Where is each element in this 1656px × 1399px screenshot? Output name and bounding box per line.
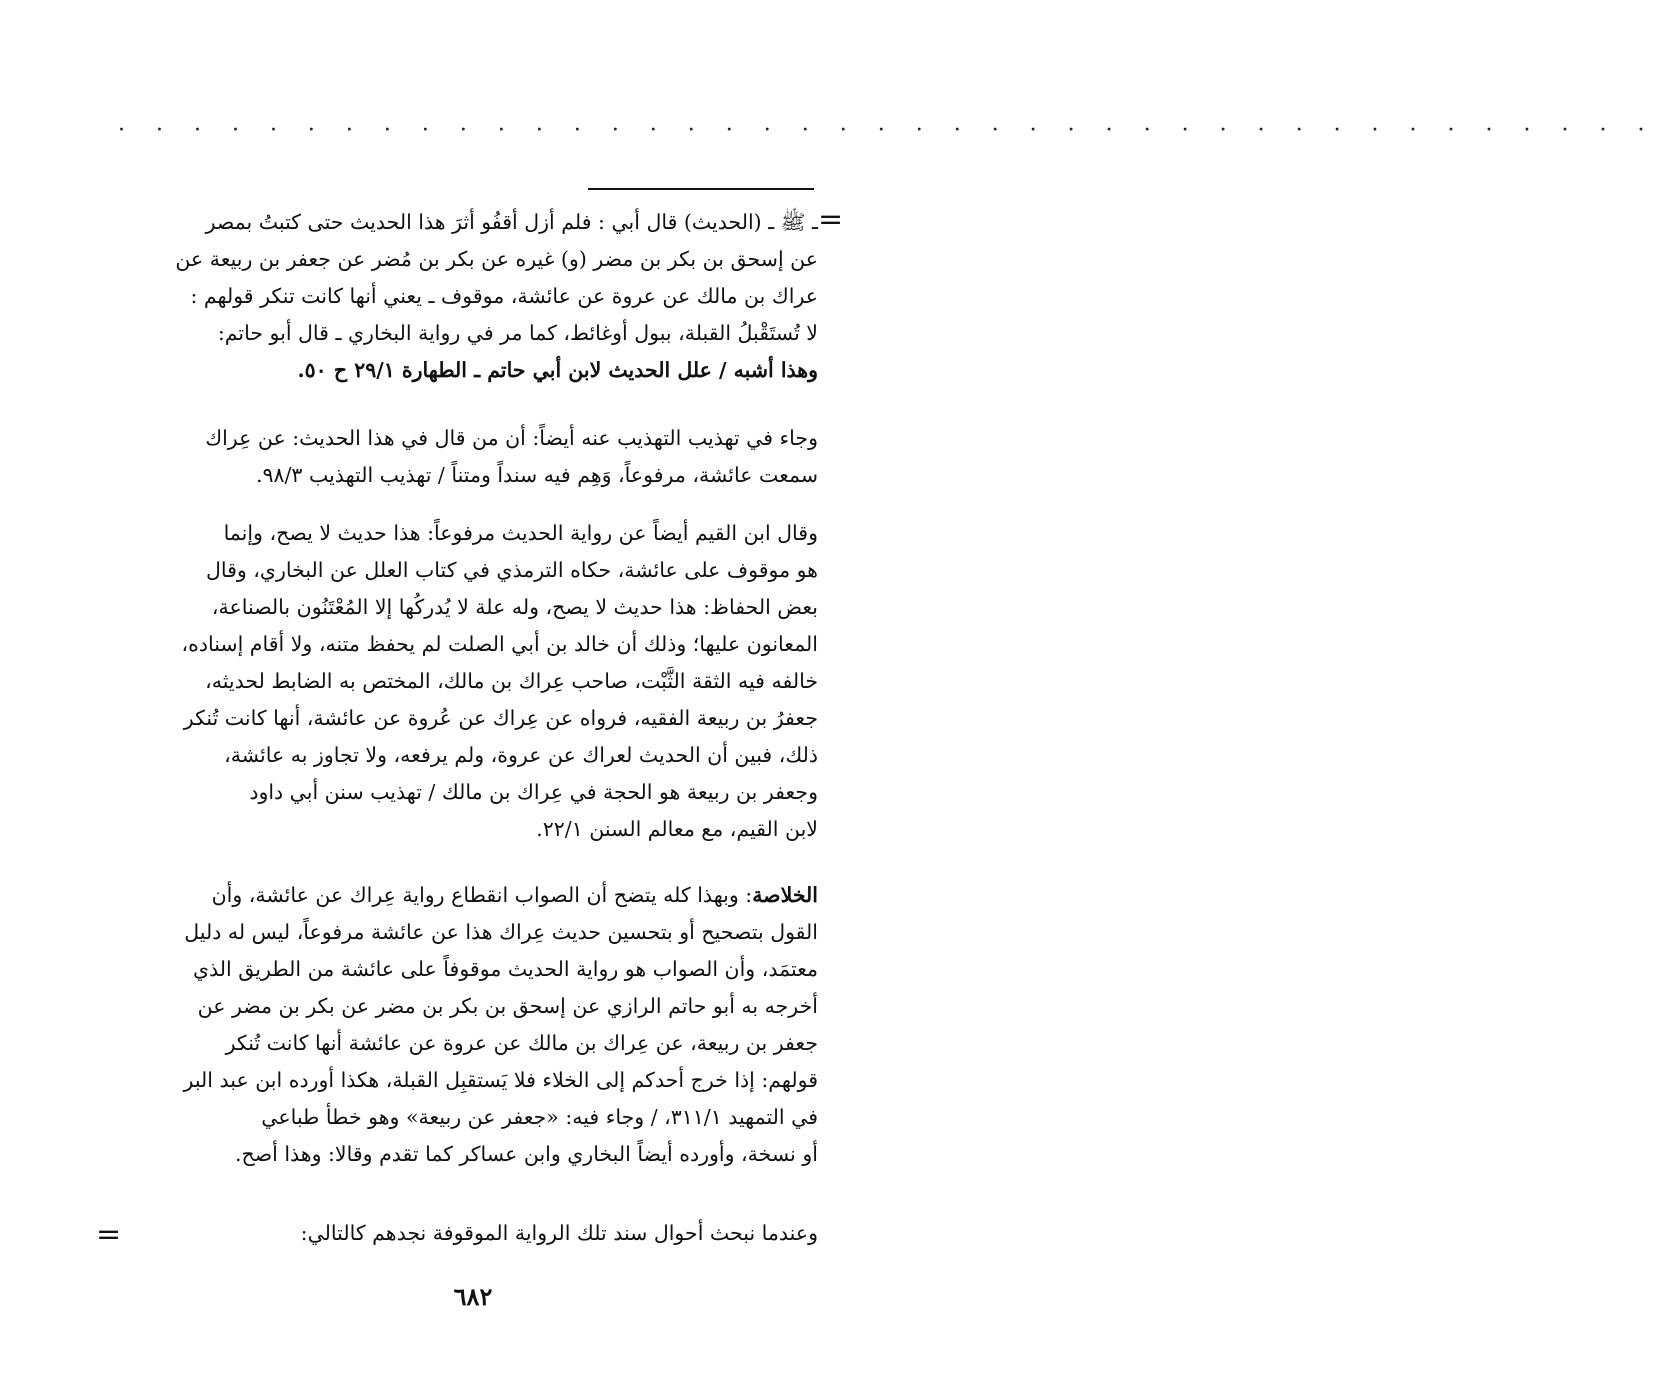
text-line: عراك بن مالك عن عروة عن عائشة، موقوف ـ يعني أنها كانت تنكر قولهم : bbox=[190, 284, 818, 308]
footnote-paragraph-1 bbox=[112, 204, 818, 389]
text-line: أو نسخة، وأورده أيضاً البخاري وابن عساكر كما تقدم وقالا: وهذا أصح. bbox=[234, 1142, 818, 1166]
text-line: قولهم: إذا خرج أحدكم إلى الخلاء فلا يَستقبِل القبلة، هكذا أورده ابن عبد البر bbox=[183, 1068, 818, 1092]
text-line: ـ ﷺ ـ (الحديث) قال أبي : فلم أزل أقفُو أثرَ هذا الحديث حتى كتبتُ بمصر bbox=[205, 210, 818, 234]
text-line: معتمَد، وأن الصواب هو رواية الحديث موقوفاً على عائشة من الطريق الذي bbox=[192, 957, 818, 981]
text-line: القول بتصحيح أو بتحسين حديث عِراك هذا عن عائشة مرفوعاً، ليس له دليل bbox=[184, 920, 818, 944]
text-line: جعفر بن ربيعة، عن عِراك بن مالك عن عروة عن عائشة أنها كانت تُنكر bbox=[225, 1031, 818, 1055]
continuation-mark-top: = bbox=[818, 202, 844, 237]
header-dots: · · · · · · · · · · · · · · · · · · · · · · · · · · · · · · · · · · · · · · · · · bbox=[118, 118, 1656, 143]
text-line: ذلك، فبين أن الحديث لعراك عن عروة، ولم يرفعه، ولا تجاوز به عائشة، bbox=[224, 743, 818, 767]
text-line: خالفه فيه الثقة الثَّبْت، صاحب عِراك بن مالك، المختص به الضابط لحديثه، bbox=[205, 669, 818, 693]
text-line: وهذا أشبه / علل الحديث لابن أبي حاتم ـ الطهارة ٢٩/١ ح ٥٠. bbox=[297, 358, 818, 382]
text-line: وعندما نبحث أحوال سند تلك الرواية الموقوفة نجدهم كالتالي: bbox=[300, 1221, 818, 1245]
text-line: المعانون عليها؛ وذلك أن خالد بن أبي الصلت لم يحفظ متنه، ولا أقام إسناده، bbox=[181, 632, 818, 656]
text-line: وقال ابن القيم أيضاً عن رواية الحديث مرفوعاً: هذا حديث لا يصح، وإنما bbox=[223, 521, 818, 545]
footnote-paragraph-4 bbox=[112, 877, 818, 1173]
footnote-paragraph-5 bbox=[112, 1215, 818, 1252]
text-line: سمعت عائشة، مرفوعاً، وَهِم فيه سنداً ومتناً / تهذيب التهذيب ٩٨/٣. bbox=[255, 463, 818, 487]
footnote-paragraph-2 bbox=[112, 420, 818, 494]
continuation-mark-bottom: = bbox=[96, 1217, 122, 1252]
text-line: هو موقوف على عائشة، حكاه الترمذي في كتاب العلل عن البخاري، وقال bbox=[205, 558, 818, 582]
text-line: عن إسحق بن بكر بن مضر (و) غيره عن بكر بن مُضر عن جعفر بن ربيعة عن bbox=[175, 247, 818, 271]
text-line: وجعفر بن ربيعة هو الحجة في عِراك بن مالك / تهذيب سنن أبي داود bbox=[249, 780, 818, 804]
text-line: لا تُستَقْبلُ القبلة، ببول أوغائط، كما مر في رواية البخاري ـ قال أبو حاتم: bbox=[217, 321, 818, 345]
text-line: أخرجه به أبو حاتم الرازي عن إسحق بن بكر بن مضر عن بكر بن مضر عن bbox=[197, 994, 818, 1018]
summary-first-line: : وبهذا كله يتضح أن الصواب انقطاع رواية عِراك عن عائشة، وأن bbox=[211, 883, 753, 907]
text-line: في التمهيد ٣١١/١، / وجاء فيه: «جعفر عن ربيعة» وهو خطأ طباعي bbox=[261, 1105, 818, 1129]
footnote-separator bbox=[588, 188, 814, 190]
text-line: وجاء في تهذيب التهذيب عنه أيضاً: أن من قال في هذا الحديث: عن عِراك bbox=[205, 426, 818, 450]
summary-label: الخلاصة bbox=[752, 883, 818, 907]
text-line bbox=[112, 877, 818, 914]
text-line: بعض الحفاظ: هذا حديث لا يصح، وله علة لا يُدركُها إلا المُعْتَنُون بالصناعة، bbox=[211, 595, 818, 619]
page-number: ٦٨٢ bbox=[453, 1282, 493, 1311]
text-line: جعفرُ بن ربيعة الفقيه، فرواه عن عِراك عن عُروة عن عائشة، أنها كانت تُنكر bbox=[183, 706, 818, 730]
text-line: لابن القيم، مع معالم السنن ٢٢/١. bbox=[536, 817, 818, 841]
footnote-paragraph-3 bbox=[112, 515, 818, 848]
